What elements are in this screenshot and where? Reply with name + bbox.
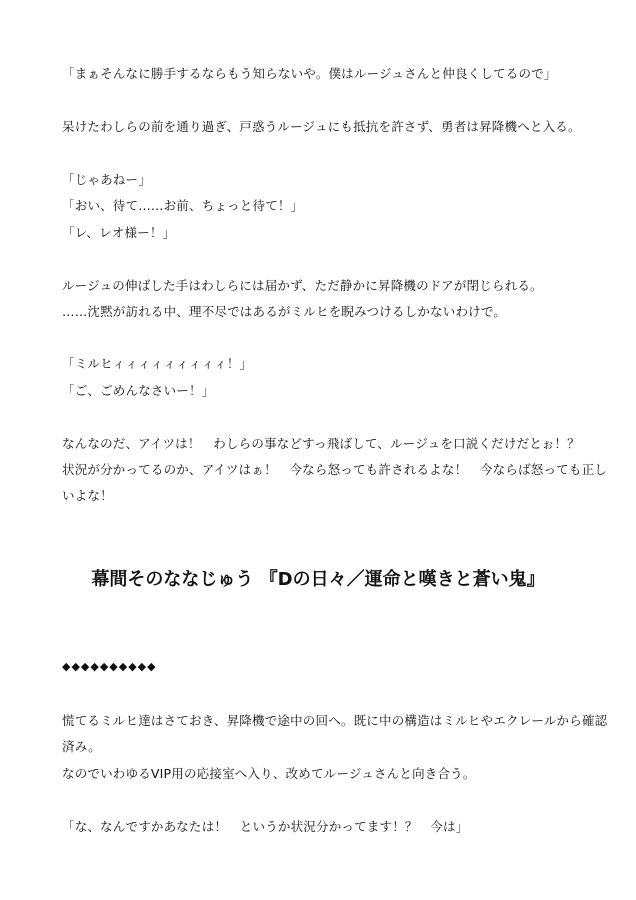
text-line: なんなのだ、アイツは！ わしらの事などすっ飛ばして、ルージュを口説くだけだとぉ！？ xyxy=(62,436,580,451)
text-line: 「まぁそんなに勝手するならもう知らないや。僕はルージュさんと仲良くしてるので」 xyxy=(62,66,557,81)
text-line: 慌てるミルヒ達はさておき、昇降機で途中の回へ。既に中の構造はミルヒやエクレールから確認 xyxy=(62,713,608,728)
text-line: 「レ、レオ様ー！」 xyxy=(62,225,176,240)
text-line: 「おい、待て……お前、ちょっと待て！」 xyxy=(62,198,304,213)
section-separator: ◆◆◆◆◆◆◆◆◆◆ xyxy=(62,660,157,673)
text-line: 済み。 xyxy=(62,739,101,754)
text-line: なのでいわゆるVIP用の応接室へ入り、改めてルージュさんと向き合う。 xyxy=(62,766,476,781)
text-line: 「ミルヒィィィィィィィィィ！」 xyxy=(62,356,253,371)
text-line: 「じゃあねー」 xyxy=(62,172,151,187)
text-line: いよな！ xyxy=(62,488,113,503)
chapter-title: 幕間そのななじゅう 『Dの日々／運命と嘆きと蒼い鬼』 xyxy=(91,569,545,590)
text-line: 状況が分かってるのか、アイツはぁ！ 今なら怒っても許されるよな！ 今ならば怒っても正し xyxy=(62,462,607,477)
text-line: 呆けたわしらの前を通り過ぎ、戸惑うルージュにも抵抗を許さず、勇者は昇降機へと入る。 xyxy=(62,119,581,134)
text-line: ルージュの伸ばした手はわしらには届かず、ただ静かに昇降機のドアが閉じられる。 xyxy=(62,278,543,293)
text-line: 「ご、ごめんなさいー！」 xyxy=(62,383,215,398)
text-line: ……沈黙が訪れる中、理不尽ではあるがミルヒを睨みつけるしかないわけで。 xyxy=(62,304,507,319)
text-line: 「な、なんですかあなたは！ というか状況分かってます！？ 今は」 xyxy=(62,819,469,834)
